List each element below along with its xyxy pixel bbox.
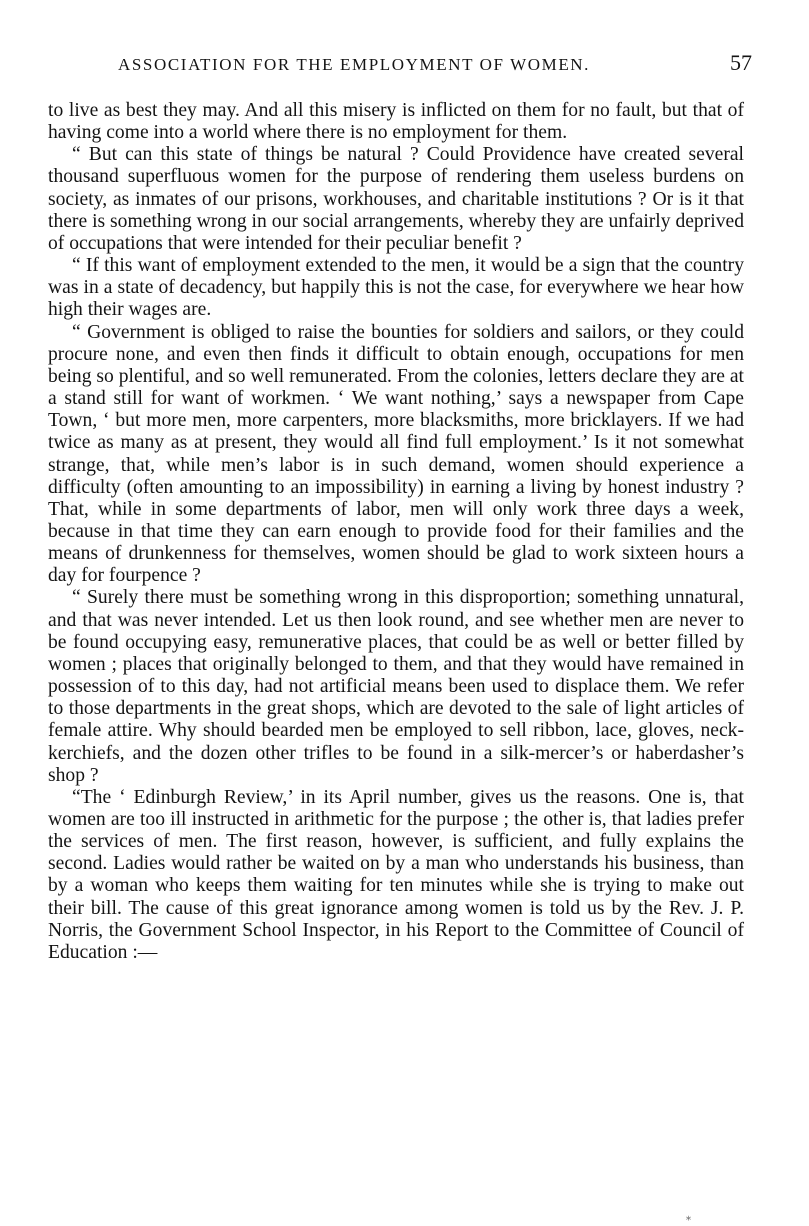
paragraph-government-bounties: “ Government is obliged to raise the bounties for soldiers and sailors, or they could procure none, and even then finds it difficult to obtain enough, occupations for men being so plentiful, and so well remunerated. From the colonies, letters declare they are at a stand still for want of workmen. ‘ We want nothing,’ says a newspaper from Cape Town, ‘ but more men, more carpenters, more blacksmiths, more bricklayers. If we had twice as many as at present, they would all find full employment.’ Is it not somewhat strange, that, while men’s labor is in such demand, women should experience a difficulty (often amounting to an impossibility) in earning a living by honest industry ? That, while in some departments of labor, men will only work three days a week, because in that time they can earn enough to provide food for their families and the means of drunkenness for themselves, women should be glad to work sixteen hours a day for fourpence ? xyxy=(48,321,744,587)
paragraph-edinburgh-review: “The ‘ Edinburgh Review,’ in its April number, gives us the reasons. One is, that women are too ill instructed in arithmetic for the purpose ; the other is, that ladies prefer the services of men. The first reason, however, is sufficient, and fully explains the second. Ladies would rather be waited on by a man who understands his business, than by a woman who keeps them waiting for ten minutes while she is trying to make out their bill. The cause of this great ignorance among women is told us by the Rev. J. P. Norris, the Government School Inspector, in his Report to the Committee of Council of Education :— xyxy=(48,786,744,963)
paragraph-disproportion: “ Surely there must be something wrong in this disproportion; something unnatural, and that was never intended. Let us then look round, and see whether men are never to be found occupying easy, remunerative places, that could be as well or better filled by women ; places that originally belonged to them, and that they would have remained in possession of to this day, had not artificial means been used to displace them. We refer to those departments in the great shops, which are devoted to the sale of light articles of female attire. Why should bearded men be employed to sell ribbon, lace, gloves, neck-kerchiefs, and the dozen other trifles to be found in a silk-mercer’s or haberdasher’s shop ? xyxy=(48,587,744,786)
running-head-title: ASSOCIATION FOR THE EMPLOYMENT OF WOMEN. xyxy=(118,55,591,74)
page-number: 57 xyxy=(730,50,752,75)
body-text xyxy=(48,100,744,964)
running-head xyxy=(118,50,752,80)
paragraph-men-employment: “ If this want of employment extended to the men, it would be a sign that the country was in a state of decadency, but happily this is not the case, for everywhere we hear how high their wages are. xyxy=(48,255,744,321)
paragraph-providence: “ But can this state of things be natural ? Could Providence have created several thousand superfluous women for the purpose of rendering them useless burdens on society, as inmates of our prisons, workhouses, and charitable institutions ? Or is it that there is something wrong in our social arrangements, whereby they are unfairly deprived of occupations that were intended for their peculiar benefit ? xyxy=(48,144,744,254)
page-corner-mark: ⁎ xyxy=(686,1212,691,1223)
paragraph-continuation: to live as best they may. And all this misery is inflicted on them for no fault, but that of having come into a world where there is no employment for them. xyxy=(48,100,744,144)
